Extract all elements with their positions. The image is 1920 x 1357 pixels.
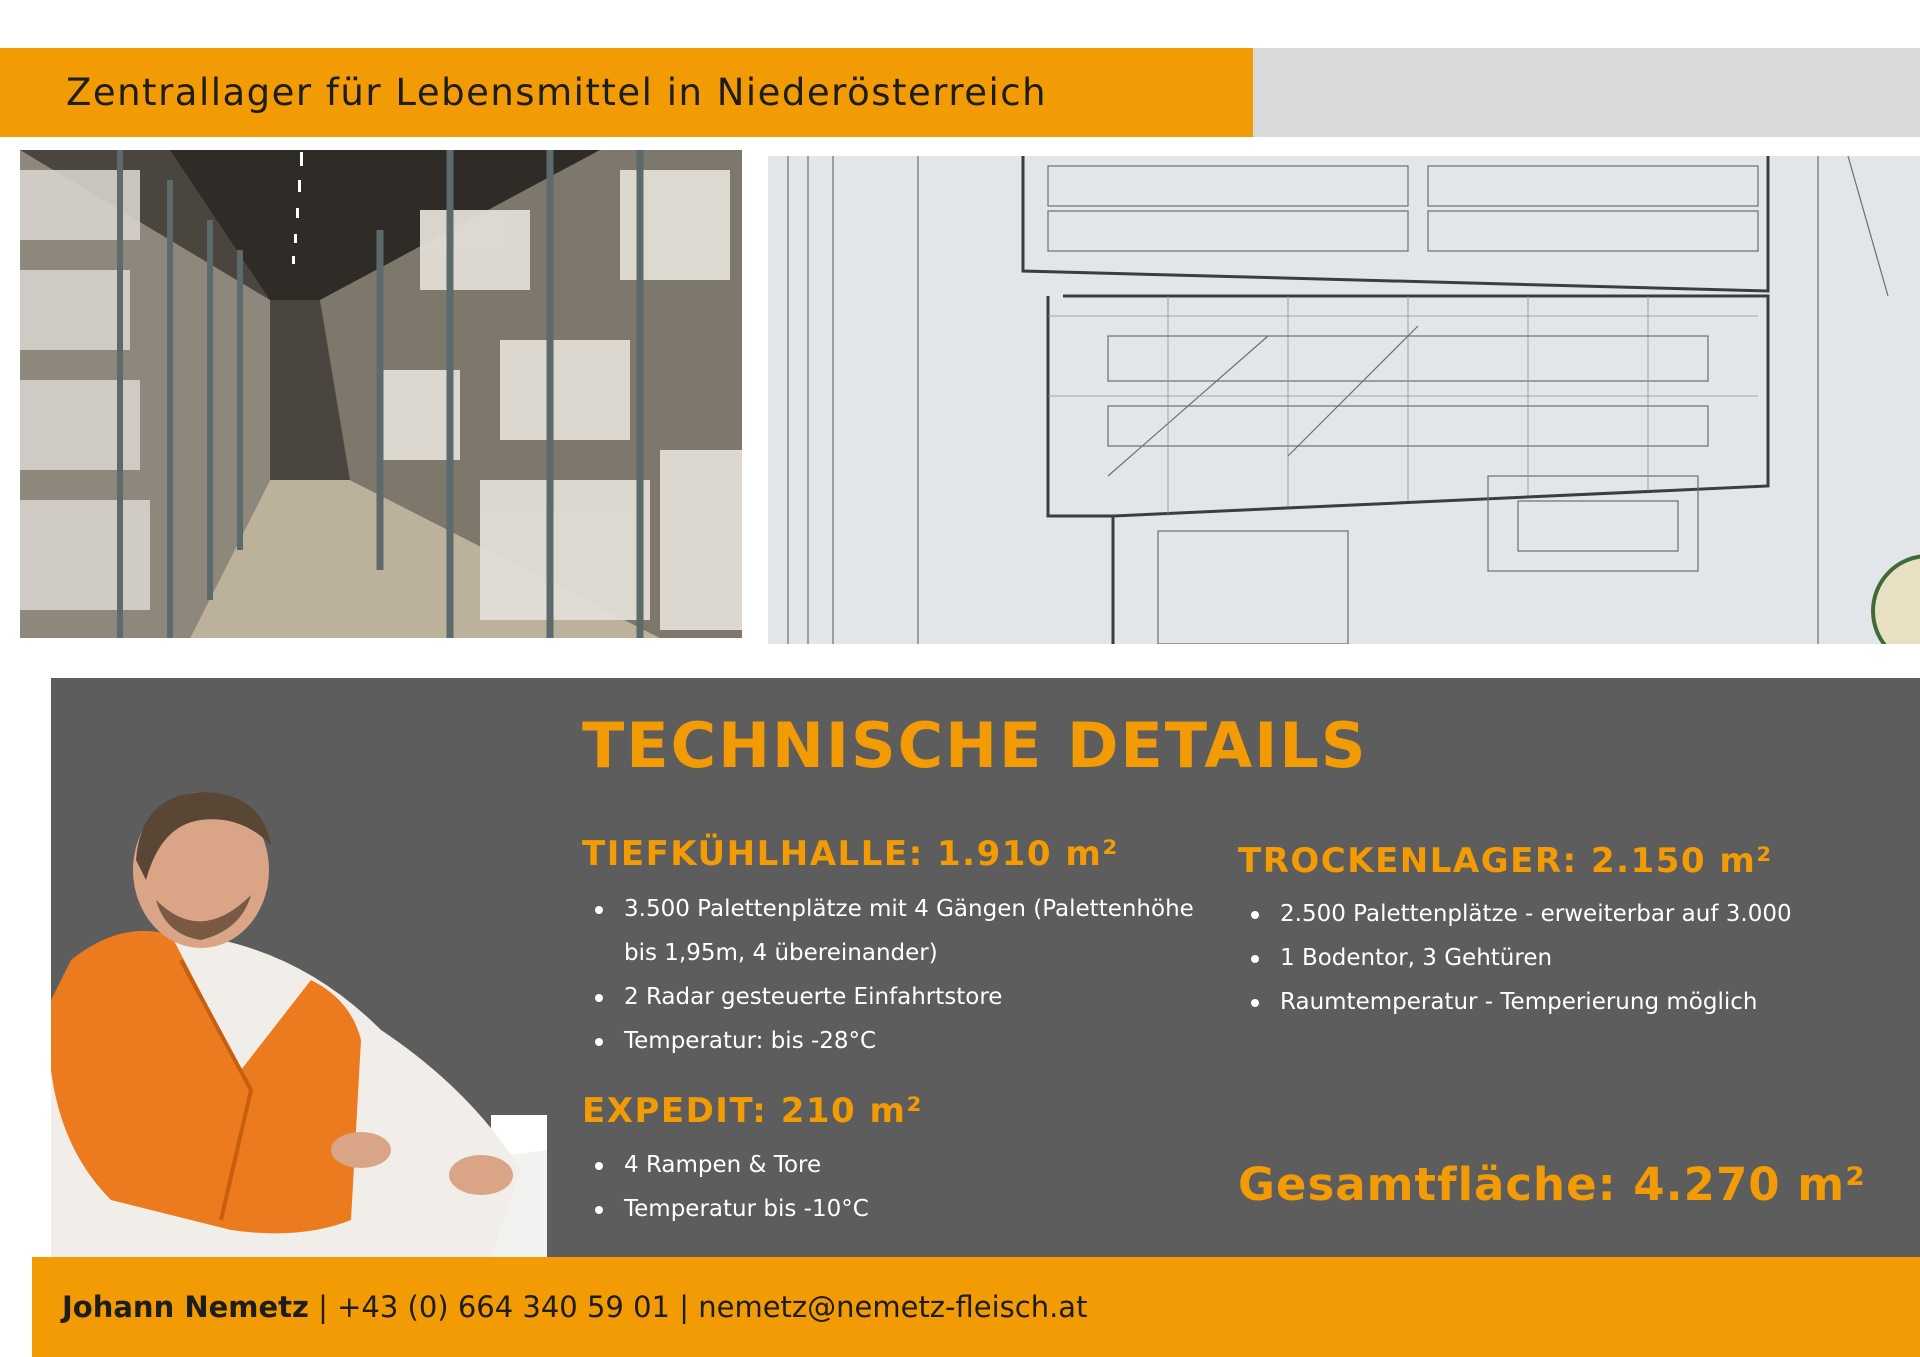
page-title: Zentrallager für Lebensmittel in Niederösterreich: [66, 71, 1048, 114]
list-item: 3.500 Palettenplätze mit 4 Gängen (Palettenhöhe bis 1,95m, 4 übereinander): [582, 887, 1222, 975]
total-area: Gesamtfläche: 4.270 m²: [1238, 1158, 1866, 1211]
header-grey-band: [1253, 48, 1920, 137]
trockenlager-heading: TROCKENLAGER: 2.150 m²: [1238, 841, 1773, 881]
contact-line: [62, 1257, 1087, 1357]
list-item: 1 Bodentor, 3 Gehtüren: [1238, 936, 1792, 980]
list-item: 2.500 Palettenplätze - erweiterbar auf 3.000: [1238, 892, 1792, 936]
list-item: Raumtemperatur - Temperierung möglich: [1238, 980, 1792, 1024]
expedit-list: [582, 1143, 869, 1231]
expedit-heading: EXPEDIT: 210 m²: [582, 1091, 923, 1131]
warehouse-photo: [20, 150, 742, 638]
contact-person-photo: [51, 770, 547, 1257]
separator: |: [679, 1290, 689, 1324]
section-title: TECHNISCHE DETAILS: [582, 709, 1368, 782]
list-item: Temperatur bis -10°C: [582, 1187, 869, 1231]
list-item: 4 Rampen & Tore: [582, 1143, 869, 1187]
tiefkuehlhalle-list: [582, 887, 1222, 1063]
list-item: Temperatur: bis -28°C: [582, 1019, 1222, 1063]
list-item: 2 Radar gesteuerte Einfahrtstore: [582, 975, 1222, 1019]
trockenlager-list: [1238, 892, 1792, 1024]
contact-phone[interactable]: +43 (0) 664 340 59 01: [337, 1290, 670, 1324]
separator: |: [318, 1290, 328, 1324]
contact-name: Johann Nemetz: [62, 1290, 309, 1324]
contact-email[interactable]: nemetz@nemetz-fleisch.at: [698, 1290, 1088, 1324]
floor-plan-image: [768, 156, 1920, 644]
tiefkuehlhalle-heading: TIEFKÜHLHALLE: 1.910 m²: [582, 834, 1119, 874]
